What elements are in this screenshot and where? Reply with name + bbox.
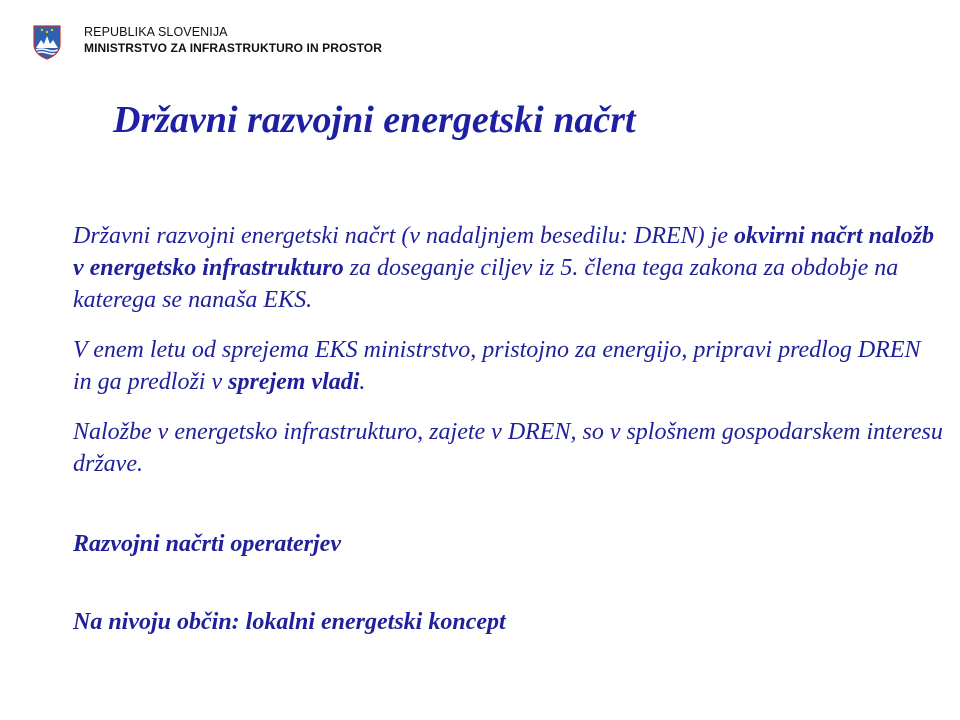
- paragraph-1: [73, 220, 943, 316]
- organization-name: [84, 24, 382, 56]
- org-line-2: MINISTRSTVO ZA INFRASTRUKTURO IN PROSTOR: [84, 41, 382, 55]
- paragraph-2-part-2: .: [359, 369, 366, 395]
- coat-of-arms-icon: [32, 24, 62, 60]
- paragraph-1-part-1: Državni razvojni energetski načrt (v nadaljnjem besedilu: DREN) je: [73, 223, 734, 249]
- slide-content: [73, 220, 943, 638]
- item-development-plans: Razvojni načrti operaterjev: [73, 531, 341, 557]
- paragraph-1-part-2: za doseganje ciljev iz 5. člena tega zakona za obdobje na katerega se nanaša EKS.: [73, 255, 899, 313]
- slide-title: Državni razvojni energetski načrt: [113, 99, 636, 141]
- header: [32, 24, 382, 60]
- org-line-1: REPUBLIKA SLOVENIJA: [84, 25, 228, 39]
- paragraph-2-part-1: V enem letu od sprejema EKS ministrstvo, pristojno za energijo, pripravi predlog DREN in ga predloži v: [73, 337, 921, 395]
- paragraph-1-bold: okvirni načrt naložb v energetsko infrastrukturo: [73, 223, 935, 281]
- paragraph-3: Naložbe v energetsko infrastrukturo, zajete v DREN, so v splošnem gospodarskem interesu države.: [73, 419, 943, 477]
- paragraph-2: [73, 334, 943, 398]
- paragraph-2-bold: sprejem vladi: [228, 369, 360, 395]
- item-local-energy-concept: Na nivoju občin: lokalni energetski koncept: [73, 609, 506, 635]
